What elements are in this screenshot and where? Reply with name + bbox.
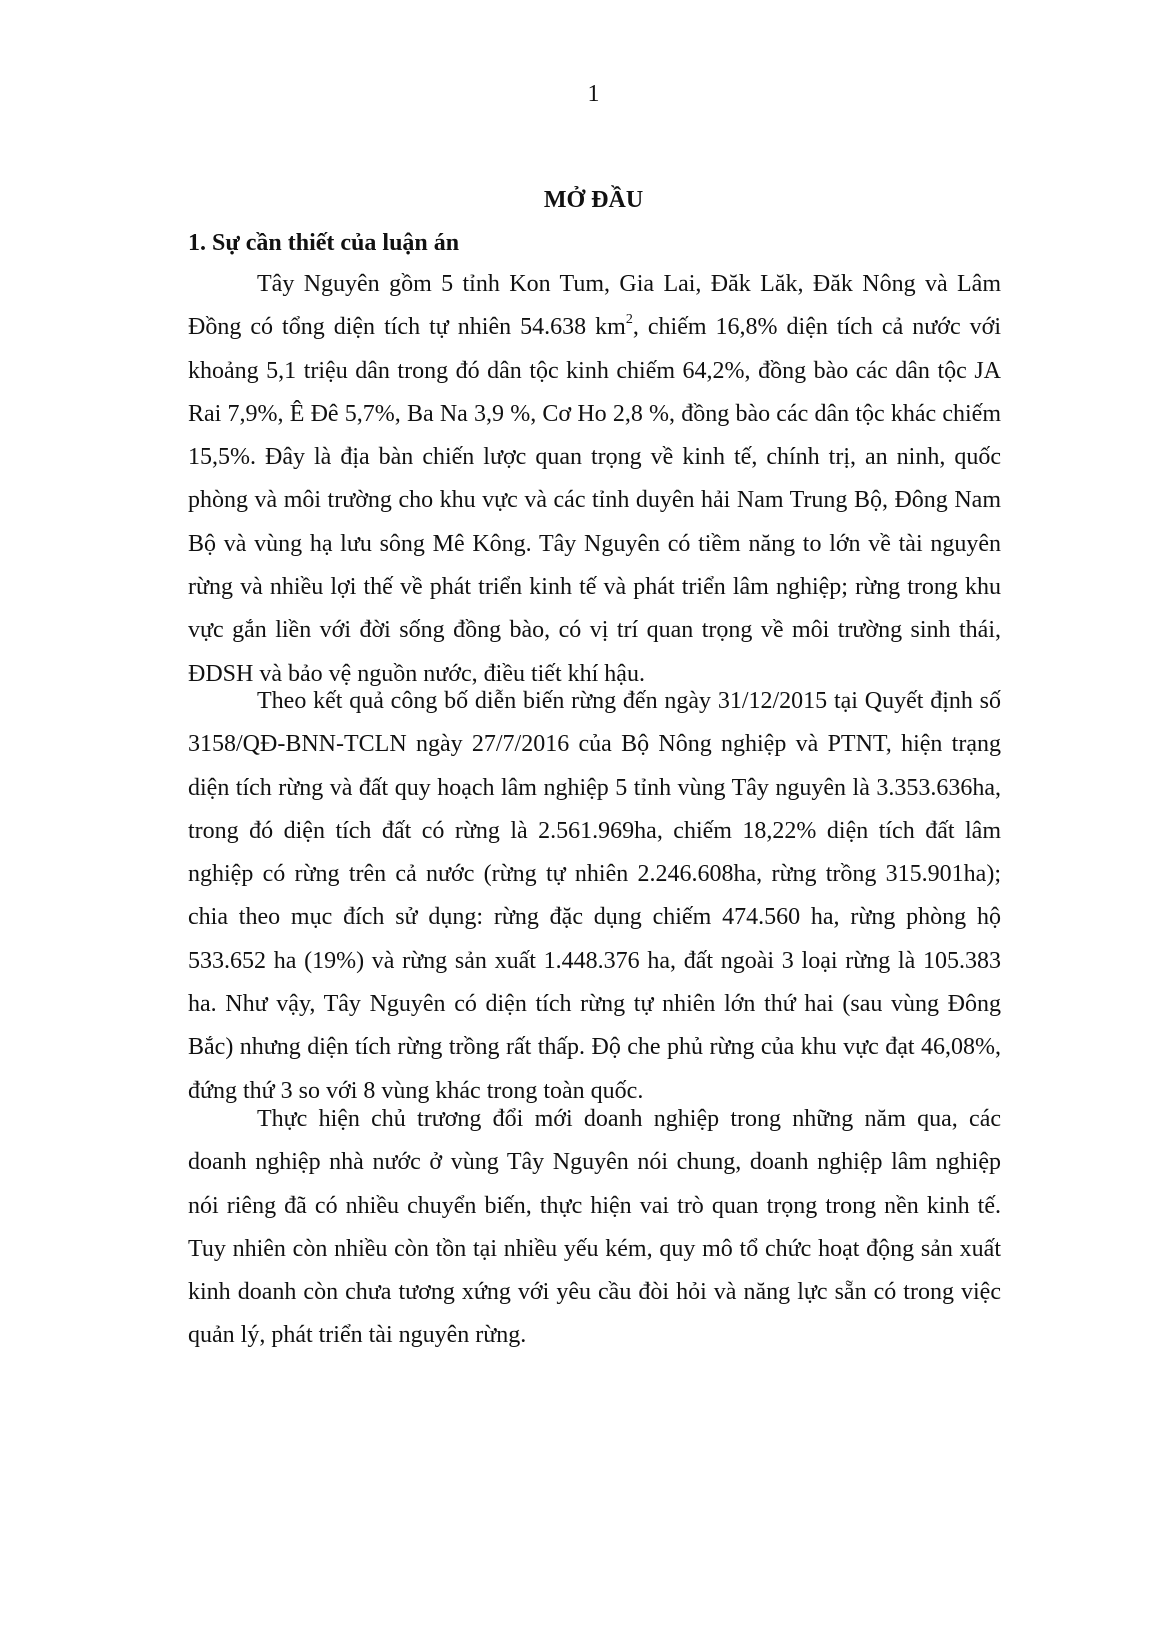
- paragraph-line: Tuy nhiên còn nhiều còn tồn tại nhiều yếu kém, quy mô tổ chức hoạt động sản xuất: [188, 1235, 1001, 1262]
- paragraph-line: chia theo mục đích sử dụng: rừng đặc dụng chiếm 474.560 ha, rừng phòng hộ: [188, 904, 1001, 931]
- paragraph-line: 3158/QĐ-BNN-TCLN ngày 27/7/2016 của Bộ Nông nghiệp và PTNT, hiện trạng: [188, 731, 1001, 758]
- paragraph-line: 15,5%. Đây là địa bàn chiến lược quan trọng về kinh tế, chính trị, an ninh, quốc: [188, 444, 1001, 471]
- paragraph-line: Rai 7,9%, Ê Đê 5,7%, Ba Na 3,9 %, Cơ Ho 2,8 %, đồng bào các dân tộc khác chiếm: [188, 400, 1001, 427]
- paragraph-line: trong đó diện tích đất có rừng là 2.561.969ha, chiếm 18,22% diện tích đất lâm: [188, 817, 1001, 844]
- line-text: , chiếm 16,8% diện tích cả nước với: [632, 314, 1001, 341]
- paragraph-3: [188, 1098, 1001, 1358]
- paragraph-line: nói riêng đã có nhiều chuyển biến, thực hiện vai trò quan trọng trong nền kinh tế.: [188, 1192, 1001, 1219]
- paragraph-line: ĐDSH và bảo vệ nguồn nước, điều tiết khí hậu.: [188, 660, 645, 687]
- section-heading: 1. Sự cần thiết của luận án: [188, 230, 460, 256]
- paragraph-line: khoảng 5,1 triệu dân trong đó dân tộc kinh chiếm 64,2%, đồng bào các dân tộc JA: [188, 357, 1001, 384]
- paragraph-line: rừng và nhiều lợi thế về phát triển kinh tế và phát triển lâm nghiệp; rừng trong khu: [188, 574, 1001, 601]
- paragraph-line: 533.652 ha (19%) và rừng sản xuất 1.448.376 ha, đất ngoài 3 loại rừng là 105.383: [188, 947, 1001, 974]
- paragraph-line: Thực hiện chủ trương đổi mới doanh nghiệp trong những năm qua, các: [257, 1106, 1001, 1132]
- paragraph-line: Bộ và vùng hạ lưu sông Mê Kông. Tây Nguyên có tiềm năng to lớn về tài nguyên: [188, 530, 1001, 557]
- paragraph-line: Tây Nguyên gồm 5 tỉnh Kon Tum, Gia Lai, Đăk Lăk, Đăk Nông và Lâm: [257, 271, 1001, 297]
- paragraph-2: [188, 680, 1001, 1113]
- page-title: MỞ ĐẦU: [543, 187, 644, 213]
- paragraph-line: vực gắn liền với đời sống đồng bào, có vị trí quan trọng về môi trường sinh thái,: [188, 617, 1001, 644]
- superscript: 2: [625, 312, 633, 328]
- paragraph-line: Bắc) nhưng diện tích rừng trồng rất thấp. Độ che phủ rừng của khu vực đạt 46,08%,: [188, 1034, 1001, 1061]
- paragraph-line: quản lý, phát triển tài nguyên rừng.: [188, 1322, 527, 1349]
- paragraph-line: ha. Như vậy, Tây Nguyên có diện tích rừng tự nhiên lớn thứ hai (sau vùng Đông: [188, 991, 1001, 1018]
- paragraph-line: Theo kết quả công bố diễn biến rừng đến ngày 31/12/2015 tại Quyết định số: [257, 688, 1001, 714]
- paragraph-1: [188, 263, 1001, 696]
- paragraph-line: nghiệp có rừng trên cả nước (rừng tự nhiên 2.246.608ha, rừng trồng 315.901ha);: [188, 861, 1001, 888]
- paragraph-line: doanh nghiệp nhà nước ở vùng Tây Nguyên nói chung, doanh nghiệp lâm nghiệp: [188, 1149, 1001, 1176]
- paragraph-line: kinh doanh còn chưa tương xứng với yêu cầu đòi hỏi và năng lực sẵn có trong việc: [188, 1279, 1001, 1306]
- paragraph-line: phòng và môi trường cho khu vực và các tỉnh duyên hải Nam Trung Bộ, Đông Nam: [188, 487, 1001, 514]
- paragraph-line: [188, 306, 1001, 349]
- page-number: 1: [587, 81, 600, 107]
- line-text: Đồng có tổng diện tích tự nhiên 54.638 km: [188, 314, 626, 341]
- paragraph-line: diện tích rừng và đất quy hoạch lâm nghiệp 5 tỉnh vùng Tây nguyên là 3.353.636ha,: [188, 774, 1001, 801]
- paragraph-line: đứng thứ 3 so với 8 vùng khác trong toàn quốc.: [188, 1077, 644, 1104]
